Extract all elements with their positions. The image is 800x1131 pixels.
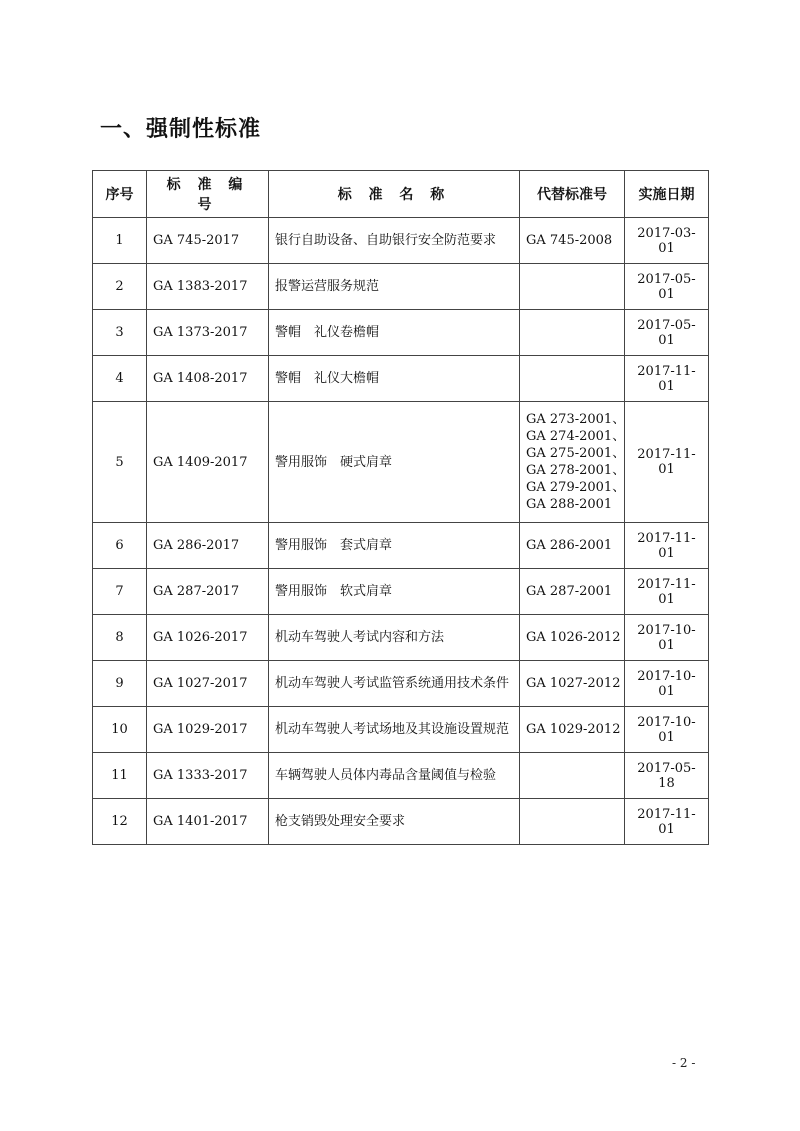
table-row	[93, 402, 709, 523]
header-date: 实施日期	[625, 171, 709, 218]
cell-serial: 3	[93, 310, 147, 356]
standards-table	[92, 170, 709, 845]
cell-date: 2017-11-01	[625, 402, 709, 523]
cell-name: 枪支销毁处理安全要求	[269, 799, 520, 845]
cell-code: GA 1383-2017	[147, 264, 269, 310]
cell-serial: 6	[93, 523, 147, 569]
replaced-standard: GA 287-2001	[526, 584, 613, 599]
cell-date: 2017-05-01	[625, 264, 709, 310]
page-number: - 2 -	[672, 1056, 696, 1070]
section-heading: 一、强制性标准	[100, 117, 262, 142]
cell-serial: 5	[93, 402, 147, 523]
cell-date: 2017-11-01	[625, 356, 709, 402]
cell-serial: 4	[93, 356, 147, 402]
cell-code: GA 1401-2017	[147, 799, 269, 845]
replaced-standard: GA 1027-2012	[526, 676, 621, 691]
cell-date: 2017-05-18	[625, 753, 709, 799]
cell-code: GA 287-2017	[147, 569, 269, 615]
cell-date: 2017-05-01	[625, 310, 709, 356]
table-row	[93, 264, 709, 310]
table-body	[93, 218, 709, 845]
cell-name: 警帽 礼仪大檐帽	[269, 356, 520, 402]
table-row	[93, 753, 709, 799]
cell-code: GA 286-2017	[147, 523, 269, 569]
replaced-standard: GA 1026-2012	[526, 630, 621, 645]
cell-serial: 8	[93, 615, 147, 661]
cell-name: 报警运营服务规范	[269, 264, 520, 310]
header-replaces: 代替标准号	[520, 171, 625, 218]
cell-code: GA 745-2017	[147, 218, 269, 264]
cell-serial: 11	[93, 753, 147, 799]
replaced-standard: GA 273-2001、	[526, 412, 626, 427]
replaced-standard: GA 278-2001、	[526, 463, 626, 478]
cell-name: 警用服饰 套式肩章	[269, 523, 520, 569]
cell-date: 2017-10-01	[625, 661, 709, 707]
cell-replaces	[520, 799, 625, 845]
table-row	[93, 661, 709, 707]
cell-serial: 12	[93, 799, 147, 845]
replaced-standard: GA 286-2001	[526, 538, 613, 553]
cell-code: GA 1373-2017	[147, 310, 269, 356]
cell-code: GA 1027-2017	[147, 661, 269, 707]
cell-name: 警用服饰 硬式肩章	[269, 402, 520, 523]
cell-code: GA 1408-2017	[147, 356, 269, 402]
cell-name: 机动车驾驶人考试场地及其设施设置规范	[269, 707, 520, 753]
replaced-standard: GA 1029-2012	[526, 722, 621, 737]
table-header-row	[93, 171, 709, 218]
cell-replaces	[520, 402, 625, 523]
cell-serial: 2	[93, 264, 147, 310]
cell-serial: 7	[93, 569, 147, 615]
cell-replaces	[520, 310, 625, 356]
table-row	[93, 799, 709, 845]
cell-serial: 10	[93, 707, 147, 753]
replaced-standard: GA 275-2001、	[526, 446, 626, 461]
cell-name: 警帽 礼仪卷檐帽	[269, 310, 520, 356]
replaced-standard: GA 745-2008	[526, 233, 613, 248]
cell-date: 2017-10-01	[625, 707, 709, 753]
header-name: 标 准 名 称	[269, 171, 520, 218]
cell-serial: 9	[93, 661, 147, 707]
cell-replaces	[520, 218, 625, 264]
cell-replaces	[520, 661, 625, 707]
table-row	[93, 523, 709, 569]
cell-name: 车辆驾驶人员体内毒品含量阈值与检验	[269, 753, 520, 799]
cell-name: 银行自助设备、自助银行安全防范要求	[269, 218, 520, 264]
cell-date: 2017-11-01	[625, 523, 709, 569]
cell-replaces	[520, 753, 625, 799]
cell-replaces	[520, 264, 625, 310]
table-row	[93, 310, 709, 356]
cell-name: 机动车驾驶人考试监管系统通用技术条件	[269, 661, 520, 707]
cell-replaces	[520, 615, 625, 661]
replaced-standard: GA 288-2001	[526, 497, 613, 512]
cell-name: 警用服饰 软式肩章	[269, 569, 520, 615]
table-row	[93, 356, 709, 402]
cell-replaces	[520, 707, 625, 753]
table-row	[93, 707, 709, 753]
cell-date: 2017-11-01	[625, 569, 709, 615]
cell-date: 2017-03-01	[625, 218, 709, 264]
cell-replaces	[520, 356, 625, 402]
cell-name: 机动车驾驶人考试内容和方法	[269, 615, 520, 661]
cell-code: GA 1026-2017	[147, 615, 269, 661]
replaced-standard: GA 274-2001、	[526, 429, 626, 444]
cell-code: GA 1333-2017	[147, 753, 269, 799]
cell-date: 2017-11-01	[625, 799, 709, 845]
cell-code: GA 1029-2017	[147, 707, 269, 753]
header-code: 标 准 编 号	[147, 171, 269, 218]
header-serial: 序号	[93, 171, 147, 218]
table-row	[93, 569, 709, 615]
cell-code: GA 1409-2017	[147, 402, 269, 523]
cell-replaces	[520, 569, 625, 615]
cell-date: 2017-10-01	[625, 615, 709, 661]
table-row	[93, 218, 709, 264]
replaced-standard: GA 279-2001、	[526, 480, 626, 495]
cell-replaces	[520, 523, 625, 569]
table-row	[93, 615, 709, 661]
cell-serial: 1	[93, 218, 147, 264]
